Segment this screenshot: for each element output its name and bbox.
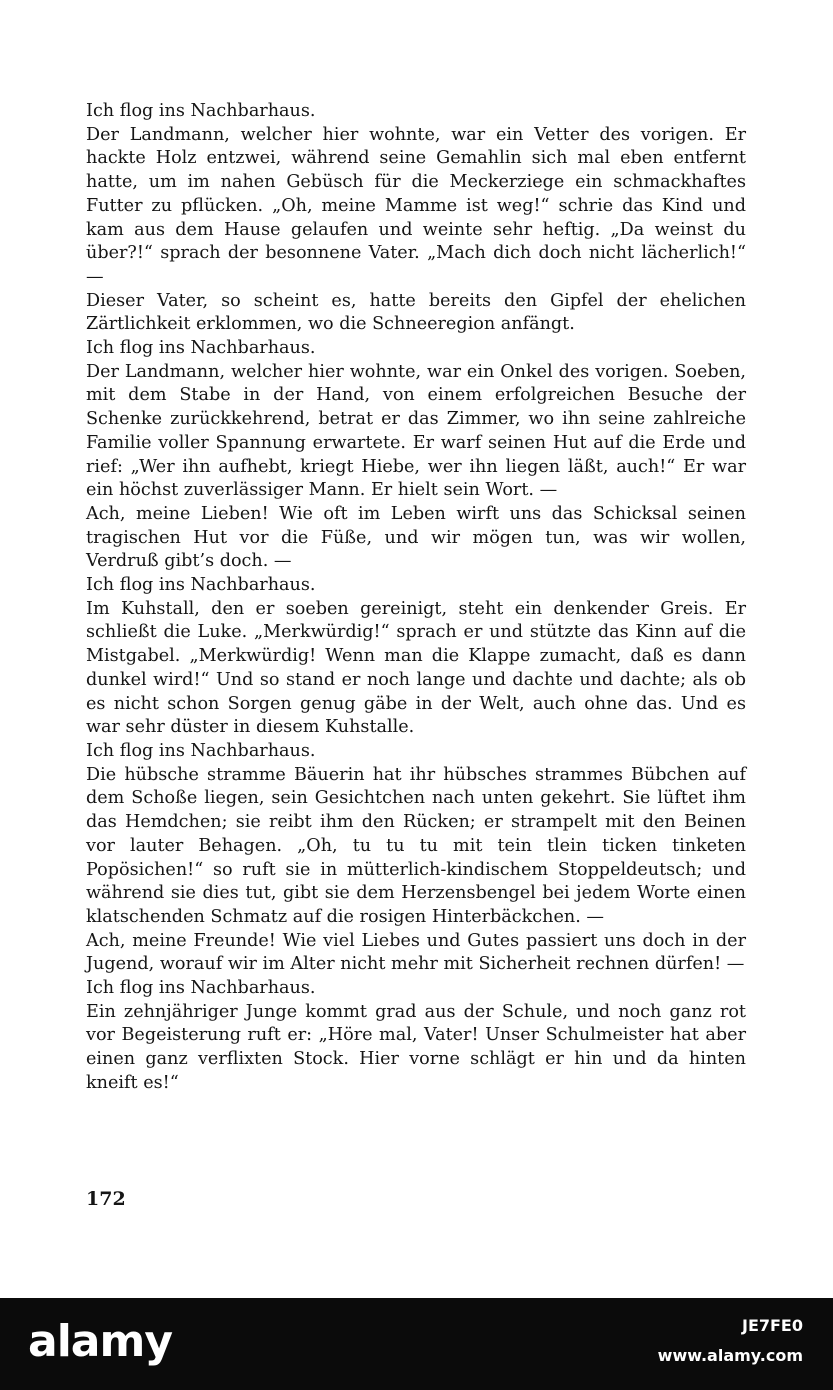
- paragraph: Im Kuhstall, den er soeben gereinigt, steht ein denkender Greis. Er schließt die Luke. „Merkwürdig!“ sprach er und stützte das Kinn auf die Mistgabel. „Merkwürdig! Wenn man die Klappe zumacht, daß es dann dunkel wird!“ Und so stand er noch lange und dachte und dachte; als ob es nicht schon Sorgen genug gäbe in der Welt, auch ohne das. Und es war sehr düster in diesem Kuhstalle.: [86, 598, 746, 738]
- image-id: JE7FE0: [741, 1316, 803, 1335]
- paragraph: Ich flog ins Nachbarhaus.: [86, 740, 316, 761]
- paragraph: Ich flog ins Nachbarhaus.: [86, 978, 316, 999]
- paragraph: Dieser Vater, so scheint es, hatte bereits den Gipfel der ehelichen Zärtlichkeit erklommen, wo die Schneeregion anfängt.: [86, 290, 746, 335]
- paragraph: Ich flog ins Nachbarhaus.: [86, 338, 316, 359]
- page-number: 172: [86, 1188, 126, 1210]
- site-url: www.alamy.com: [657, 1346, 803, 1365]
- alamy-logo: alamy: [28, 1316, 172, 1367]
- paragraph: Ach, meine Lieben! Wie oft im Leben wirft uns das Schicksal seinen tragischen Hut vor die Füße, und wir mögen tun, was wir wollen, Verdruß gibt’s doch. —: [86, 503, 746, 572]
- paragraph: Ein zehnjähriger Junge kommt grad aus der Schule, und noch ganz rot vor Begeisterung ruft er: „Höre mal, Vater! Unser Schulmeister hat aber einen ganz verflixten Stock. Hier vorne schlägt er hin und da hinten kneift es!“: [86, 1001, 746, 1093]
- paragraph: Ich flog ins Nachbarhaus.: [86, 101, 316, 121]
- paragraph: Die hübsche stramme Bäuerin hat ihr hübsches strammes Bübchen auf dem Schoße liegen, sein Gesichtchen nach unten gekehrt. Sie lüftet ihm das Hemdchen; sie reibt ihm den Rücken; er strampelt mit den Beinen vor lauter Behagen. „Oh, tu tu tu mit tein tlein ticken tinketen Popösichen!“ so ruft sie in mütterlich-kindischem Stoppeldeutsch; und während sie dies tut, gibt sie dem Herzensbengel bei jedem Worte einen klatschenden Schmatz auf die rosigen Hinterbäckchen. —: [86, 764, 746, 927]
- paragraph: Ach, meine Freunde! Wie viel Liebes und Gutes passiert uns doch in der Jugend, worauf wir im Alter nicht mehr mit Sicherheit rechnen dürfen! —: [86, 930, 746, 975]
- paragraph: Der Landmann, welcher hier wohnte, war ein Onkel des vorigen. Soeben, mit dem Stabe in der Hand, von einem erfolgreichen Besuche der Schenke zurückkehrend, betrat er das Zimmer, wo ihn seine zahlreiche Familie voller Spannung erwartete. Er warf seinen Hut auf die Erde und rief: „Wer ihn aufhebt, kriegt Hiebe, wer ihn liegen läßt, auch!“ Er war ein höchst zuverlässiger Mann. Er hielt sein Wort. —: [86, 361, 746, 501]
- body-text: [86, 100, 746, 1096]
- paragraph: Der Landmann, welcher hier wohnte, war ein Vetter des vorigen. Er hackte Holz entzwei, während seine Gemahlin sich mal eben entfernt hatte, um im nahen Gebüsch für die Meckerziege ein schmackhaftes Futter zu pflücken. „Oh, meine Mamme ist weg!“ schrie das Kind und kam aus dem Hause gelaufen und weinte sehr heftig. „Da weinst du über?!“ sprach der besonnene Vater. „Mach dich doch nicht lächerlich!“ —: [86, 124, 746, 287]
- paragraph: Ich flog ins Nachbarhaus.: [86, 575, 316, 596]
